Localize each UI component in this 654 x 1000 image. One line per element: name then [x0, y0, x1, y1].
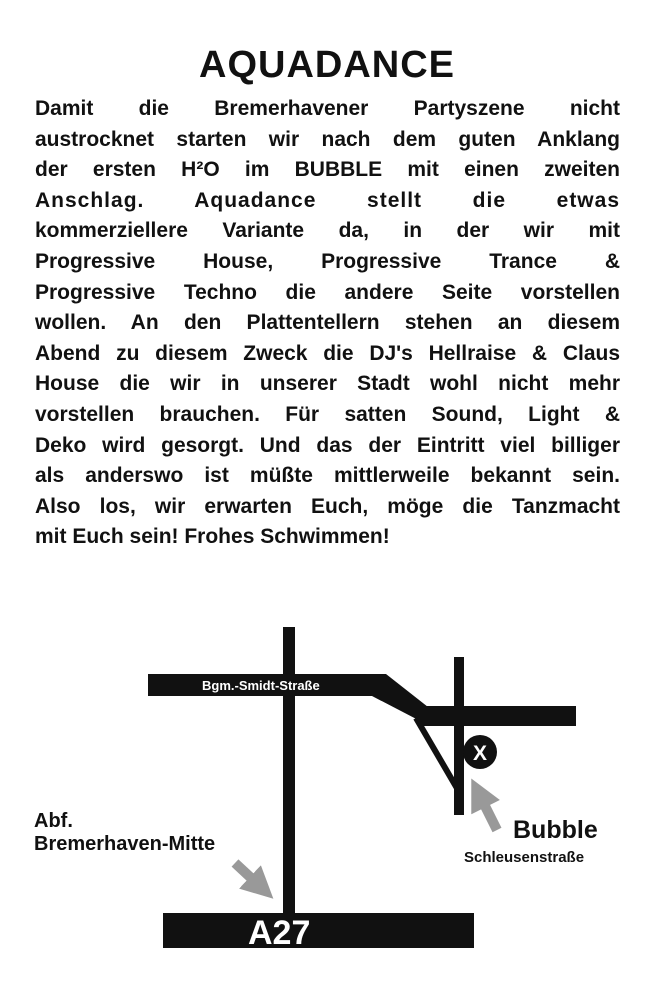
text-line: kommerziellere Variante da, in der wir mit: [35, 219, 620, 243]
text-line: Also los, wir erwarten Euch, möge die Tanzmacht: [35, 494, 620, 518]
text-line: wollen. An den Plattentellern stehen an diesem: [35, 311, 620, 335]
road-right: [420, 706, 576, 726]
arrow-to-exit: [235, 863, 264, 890]
text-line: Abend zu diesem Zweck die DJ's Hellraise & Claus: [35, 341, 620, 365]
text-line: Damit die Bremerhavener Partyszene nicht: [35, 97, 620, 120]
street-label: Bgm.-Smidt-Straße: [202, 678, 320, 693]
directions-map: [0, 600, 654, 1000]
road-thin-diagonal: [416, 718, 458, 790]
text-line: Deko wird gesorgt. Und das der Eintritt viel billiger: [35, 433, 620, 457]
text-line: der ersten H²O im BUBBLE mit einen zweiten: [35, 158, 620, 182]
highway-label: A27: [248, 914, 311, 952]
page-title: AQUADANCE: [199, 44, 455, 86]
arrow-to-venue: [477, 790, 497, 830]
text-line: austrocknet starten wir nach dem guten Anklang: [35, 127, 620, 151]
text-line: Progressive Techno die andere Seite vorstellen: [35, 280, 620, 304]
text-line: Anschlag. Aquadance stellt die etwas: [35, 188, 620, 212]
text-line: Progressive House, Progressive Trance &: [35, 249, 620, 273]
road-diagonal: [372, 674, 428, 723]
venue-street: Schleusenstraße: [464, 849, 585, 866]
text-line: House die wir in unserer Stadt wohl nicht mehr: [35, 372, 620, 396]
exit-label-line2: Bremerhaven-Mitte: [34, 833, 216, 855]
venue-name: Bubble: [513, 816, 598, 844]
text-line: als anderswo ist müßte mittlerweile bekannt sein.: [35, 464, 620, 488]
road-vertical-left: [283, 627, 295, 927]
highway-a27: [163, 913, 474, 948]
description-text: [35, 94, 620, 553]
venue-marker-label: X: [472, 742, 488, 765]
text-line: mit Euch sein! Frohes Schwimmen!: [35, 525, 390, 549]
exit-label-line1: Abf.: [34, 810, 73, 832]
text-line: vorstellen brauchen. Für satten Sound, Light &: [35, 402, 620, 426]
